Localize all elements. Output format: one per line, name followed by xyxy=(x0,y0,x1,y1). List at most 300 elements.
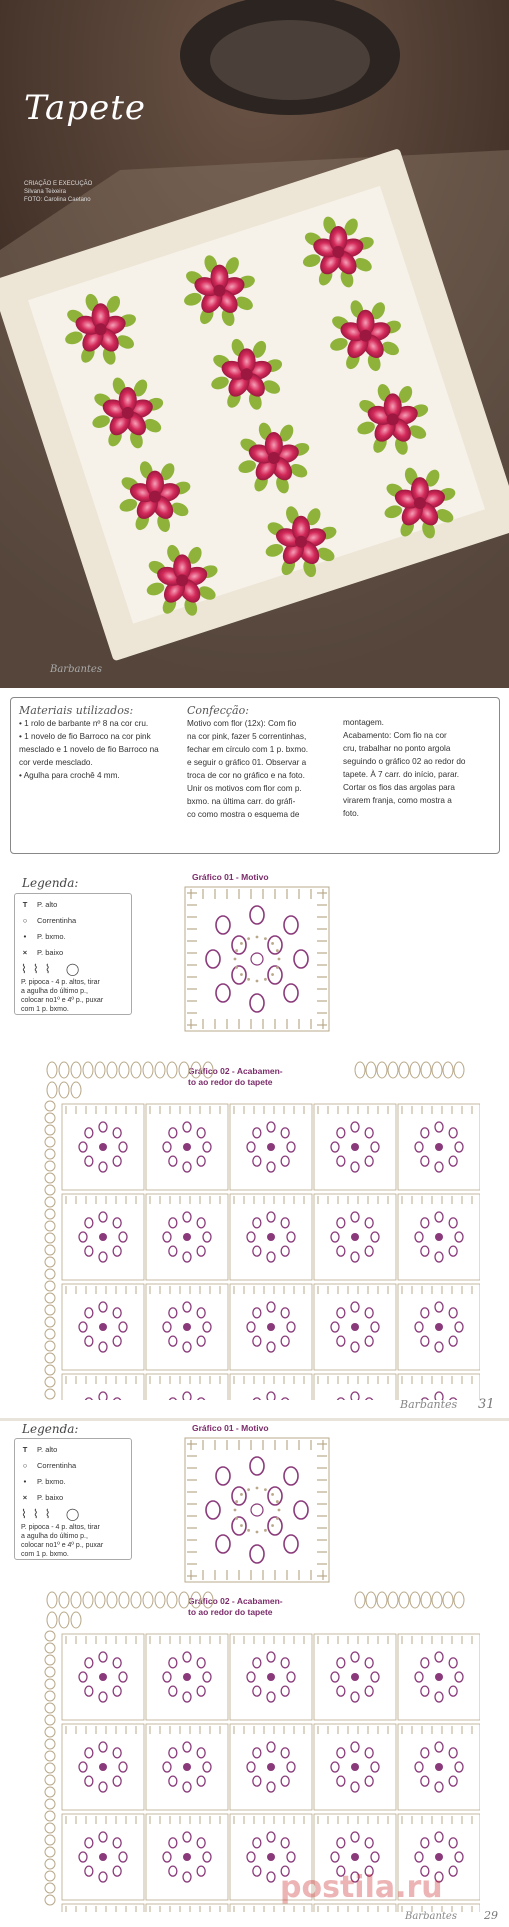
footer-brand: Barbantes xyxy=(400,1398,458,1411)
confeccao-line: na cor pink, fazer 5 correntinhas, xyxy=(187,732,307,741)
popcorn-stitch xyxy=(455,1762,463,1772)
popcorn-stitch xyxy=(421,1776,429,1786)
loop-stitch xyxy=(191,1592,201,1608)
center-ring xyxy=(267,1853,275,1861)
popcorn-stitch xyxy=(113,1658,121,1668)
center-ring xyxy=(267,1763,275,1771)
photo-watermark: Barbantes xyxy=(50,664,102,675)
popcorn-stitch xyxy=(455,1232,463,1242)
popcorn-stitch xyxy=(250,1457,264,1475)
popcorn-stitch xyxy=(449,1128,457,1138)
popcorn-stitch xyxy=(183,1252,191,1262)
popcorn-stitch xyxy=(267,1652,275,1662)
popcorn-stitch xyxy=(294,1501,308,1519)
loop-stitch xyxy=(454,1062,464,1078)
popcorn-stitch xyxy=(455,1672,463,1682)
grafico-01-title: Gráfico 01 - Motivo xyxy=(192,872,269,882)
popcorn-stitch xyxy=(421,1128,429,1138)
popcorn-stitch xyxy=(99,1392,107,1400)
legend-label: P. alto xyxy=(37,900,58,909)
chain-dot xyxy=(276,966,279,969)
popcorn-stitch xyxy=(337,1246,345,1256)
legend-label: P. bxmo. xyxy=(37,932,66,941)
popcorn-stitch xyxy=(281,1336,289,1346)
popcorn-stitch xyxy=(113,1128,121,1138)
popcorn-stitch xyxy=(337,1776,345,1786)
materials-line: • Agulha para crochê 4 mm. xyxy=(19,771,120,780)
popcorn-stitch xyxy=(287,1852,295,1862)
popcorn-stitch xyxy=(331,1322,339,1332)
center-ring xyxy=(267,1323,275,1331)
popcorn-stitch xyxy=(268,1487,282,1505)
popcorn-stitch xyxy=(183,1872,191,1882)
legend-item xyxy=(21,914,76,928)
popcorn-stitch xyxy=(421,1156,429,1166)
popcorn-stitch xyxy=(183,1162,191,1172)
popcorn-stitch xyxy=(99,1692,107,1702)
popcorn-stitch xyxy=(169,1658,177,1668)
popcorn-stitch xyxy=(331,1232,339,1242)
loop-stitch xyxy=(45,1137,55,1147)
legend-symbol: × xyxy=(22,1493,28,1502)
popcorn-stitch xyxy=(253,1336,261,1346)
legend-symbol: × xyxy=(22,948,28,957)
legend-item xyxy=(21,946,63,960)
popcorn-stitch xyxy=(203,1322,211,1332)
loop-stitch xyxy=(45,1389,55,1399)
loop-stitch xyxy=(355,1592,365,1608)
loop-stitch xyxy=(45,1643,55,1653)
popcorn-stitch xyxy=(371,1142,379,1152)
popcorn-stitch xyxy=(163,1232,171,1242)
chain-dot xyxy=(271,942,274,945)
popcorn-stitch xyxy=(79,1672,87,1682)
popcorn-stitch xyxy=(281,1398,289,1400)
loop-stitch xyxy=(45,1895,55,1905)
popcorn-stitch xyxy=(113,1156,121,1166)
grafico-01-chart xyxy=(183,885,331,1033)
chain-dot xyxy=(234,1509,237,1512)
popcorn-stitch xyxy=(79,1322,87,1332)
popcorn-stitch xyxy=(203,1672,211,1682)
loop-stitch xyxy=(45,1353,55,1363)
popcorn-stitch xyxy=(281,1776,289,1786)
popcorn-stitch xyxy=(85,1866,93,1876)
center-ring xyxy=(183,1233,191,1241)
loop-stitch xyxy=(355,1062,365,1078)
popcorn-stitch xyxy=(287,1232,295,1242)
chain-dot xyxy=(235,949,238,952)
loop-stitch xyxy=(443,1592,453,1608)
loop-stitch xyxy=(45,1185,55,1195)
loop-stitch xyxy=(95,1592,105,1608)
legend-label: P. alto xyxy=(37,1445,58,1454)
popcorn-stitch xyxy=(284,916,298,934)
rug-photo xyxy=(0,0,509,688)
confeccao-cont-line: Cortar os fios das argolas para xyxy=(343,783,455,792)
popcorn-stitch xyxy=(287,1142,295,1152)
center-ring xyxy=(99,1143,107,1151)
popcorn-stitch xyxy=(79,1852,87,1862)
popcorn-stitch xyxy=(351,1212,359,1222)
popcorn-stitch xyxy=(268,936,282,954)
popcorn-stitch xyxy=(169,1866,177,1876)
popcorn-stitch xyxy=(169,1776,177,1786)
loop-stitch xyxy=(203,1062,213,1078)
footer-brand-2: Barbantes xyxy=(405,1911,457,1922)
loop-stitch xyxy=(45,1679,55,1689)
materials-line: mesclado e 1 novelo de fio Barroco na xyxy=(19,745,159,754)
popcorn-stitch xyxy=(197,1308,205,1318)
loop-stitch xyxy=(47,1062,57,1078)
popcorn-stitch xyxy=(99,1872,107,1882)
loop-stitch xyxy=(45,1365,55,1375)
legend-symbol: ○ xyxy=(22,1461,28,1470)
popcorn-stitch xyxy=(351,1122,359,1132)
popcorn-stitch xyxy=(371,1762,379,1772)
popcorn-stitch xyxy=(331,1142,339,1152)
center-ring xyxy=(351,1233,359,1241)
chain-dot xyxy=(247,1488,250,1491)
loop-stitch xyxy=(45,1101,55,1111)
loop-stitch xyxy=(45,1149,55,1159)
chain-dot xyxy=(271,973,274,976)
confeccao-heading: Confecção: xyxy=(187,704,249,717)
center-ring xyxy=(267,1673,275,1681)
popcorn-stitch xyxy=(449,1658,457,1668)
popcorn-stitch xyxy=(197,1658,205,1668)
popcorn-stitch xyxy=(267,1832,275,1842)
popcorn-stitch xyxy=(169,1838,177,1848)
loop-stitch xyxy=(45,1113,55,1123)
chain-dot xyxy=(235,1517,238,1520)
motif-cell xyxy=(230,1374,312,1400)
popcorn-stitch xyxy=(351,1832,359,1842)
popcorn-stitch xyxy=(268,966,282,984)
popcorn-stitch xyxy=(169,1308,177,1318)
credit-line-1: CRIAÇÃO E EXECUÇÃO xyxy=(24,181,93,187)
confeccao-line: Unir os motivos com flor com p. xyxy=(187,784,302,793)
loop-stitch xyxy=(45,1245,55,1255)
popcorn-stitch xyxy=(232,1517,246,1535)
loop-stitch xyxy=(107,1592,117,1608)
loop-stitch xyxy=(45,1305,55,1315)
center-ring xyxy=(435,1233,443,1241)
center-ring xyxy=(183,1853,191,1861)
grafico-02-border-strip xyxy=(40,1056,480,1100)
popcorn-stitch xyxy=(281,1218,289,1228)
motif-cell xyxy=(314,1904,396,1912)
loop-stitch xyxy=(45,1703,55,1713)
confeccao-line: co como mostra o esquema de xyxy=(187,810,300,819)
legend-label: Correntinha xyxy=(37,1461,77,1470)
chain-dot xyxy=(240,973,243,976)
page-number-2: 29 xyxy=(484,1909,498,1922)
popcorn-stitch xyxy=(449,1246,457,1256)
popcorn-stitch xyxy=(85,1156,93,1166)
loop-stitch xyxy=(45,1727,55,1737)
popcorn-stitch xyxy=(267,1782,275,1792)
popcorn-stitch xyxy=(281,1128,289,1138)
popcorn-stitch xyxy=(216,984,230,1002)
popcorn-stitch xyxy=(99,1212,107,1222)
legend-symbol: ○ xyxy=(22,916,28,925)
popcorn-stitch xyxy=(216,1467,230,1485)
loop-stitch xyxy=(71,1612,81,1628)
popcorn-stitch xyxy=(183,1652,191,1662)
loop-stitch xyxy=(191,1062,201,1078)
legend-item xyxy=(21,898,57,912)
popcorn-stitch xyxy=(169,1398,177,1400)
loop-stitch xyxy=(421,1062,431,1078)
popcorn-stitch xyxy=(351,1302,359,1312)
loop-stitch xyxy=(45,1209,55,1219)
loop-stitch xyxy=(45,1281,55,1291)
loop-stitch xyxy=(45,1775,55,1785)
loop-stitch xyxy=(83,1592,93,1608)
popcorn-stitch xyxy=(287,1672,295,1682)
loop-stitch xyxy=(45,1847,55,1857)
popcorn-stitch xyxy=(197,1398,205,1400)
grafico-02-title-2-line-2: to ao redor do tapete xyxy=(188,1607,273,1617)
popcorn-stitch xyxy=(435,1162,443,1172)
legend-label: P. baixo xyxy=(37,948,64,957)
popcorn-stitch xyxy=(449,1218,457,1228)
loop-stitch xyxy=(45,1787,55,1797)
popcorn-stitch xyxy=(79,1232,87,1242)
popcorn-stitch xyxy=(421,1838,429,1848)
popcorn-stitch xyxy=(281,1748,289,1758)
popcorn-stitch xyxy=(449,1838,457,1848)
grafico-01-title-2: Gráfico 01 - Motivo xyxy=(192,1423,269,1433)
popcorn-stitch xyxy=(365,1156,373,1166)
popcorn-stitch xyxy=(267,1302,275,1312)
loop-stitch xyxy=(179,1062,189,1078)
popcorn-stitch xyxy=(253,1776,261,1786)
popcorn-stitch xyxy=(267,1122,275,1132)
popcorn-stitch xyxy=(267,1212,275,1222)
loop-stitch xyxy=(45,1859,55,1869)
popcorn-stitch xyxy=(415,1672,423,1682)
popcorn-stitch xyxy=(435,1252,443,1262)
chain-dot xyxy=(276,1500,279,1503)
popcorn-stitch xyxy=(253,1128,261,1138)
popcorn-stitch xyxy=(415,1322,423,1332)
popcorn-stitch xyxy=(119,1322,127,1332)
confeccao-cont-line: Acabamento: Com fio na cor xyxy=(343,731,447,740)
materials-line: cor verde mesclado. xyxy=(19,758,93,767)
popcorn-stitch xyxy=(85,1218,93,1228)
loop-stitch xyxy=(410,1062,420,1078)
popcorn-stitch xyxy=(268,1517,282,1535)
legend-note-line: a agulha do último p., xyxy=(21,988,88,995)
popcorn-stitch xyxy=(281,1246,289,1256)
legend-item xyxy=(21,1459,76,1473)
legend-symbol: • xyxy=(23,932,27,941)
popcorn-stitch xyxy=(253,1308,261,1318)
popcorn-stitch xyxy=(365,1246,373,1256)
chain-dot xyxy=(247,978,250,981)
motif-cell xyxy=(146,1904,228,1912)
popcorn-stitch xyxy=(365,1658,373,1668)
loop-stitch xyxy=(45,1161,55,1171)
popcorn-stitch xyxy=(267,1872,275,1882)
confeccao-continued xyxy=(343,716,495,820)
chain-dot xyxy=(256,936,259,939)
popcorn-stitch xyxy=(449,1336,457,1346)
popcorn-stitch xyxy=(250,994,264,1012)
loop-stitch xyxy=(399,1592,409,1608)
loop-stitch xyxy=(377,1592,387,1608)
popcorn-stitch xyxy=(253,1748,261,1758)
materials-heading: Materiais utilizados: xyxy=(19,704,134,717)
popcorn-stitch xyxy=(421,1658,429,1668)
loop-stitch xyxy=(155,1592,165,1608)
center-ring xyxy=(251,953,263,965)
popcorn-stitch xyxy=(365,1336,373,1346)
popcorn-stitch xyxy=(232,936,246,954)
loop-stitch xyxy=(45,1329,55,1339)
popcorn-stitch xyxy=(197,1156,205,1166)
popcorn-stitch xyxy=(415,1232,423,1242)
loop-stitch xyxy=(45,1341,55,1351)
chain-dot xyxy=(264,1488,267,1491)
loop-stitch xyxy=(83,1062,93,1078)
popcorn-stitch xyxy=(435,1122,443,1132)
legend-note-line: colocar no1º e 4º p., puxar xyxy=(21,997,104,1004)
loop-stitch xyxy=(167,1062,177,1078)
popcorn-stitch xyxy=(85,1246,93,1256)
popcorn-stitch xyxy=(337,1128,345,1138)
popcorn-stitch xyxy=(455,1852,463,1862)
popcorn-stitch xyxy=(183,1302,191,1312)
popcorn-stitch xyxy=(421,1336,429,1346)
popcorn-stitch-icon: ⌇⌇⌇ ◯ xyxy=(21,962,86,976)
popcorn-stitch xyxy=(119,1852,127,1862)
chain-dot xyxy=(264,937,267,940)
popcorn-stitch xyxy=(337,1398,345,1400)
confeccao-cont-line: cru, trabalhar no ponto argola xyxy=(343,744,451,753)
chain-dot xyxy=(235,1500,238,1503)
popcorn-stitch xyxy=(331,1672,339,1682)
popcorn-stitch xyxy=(197,1218,205,1228)
loop-stitch xyxy=(71,1082,81,1098)
loop-stitch xyxy=(45,1221,55,1231)
center-ring xyxy=(351,1853,359,1861)
popcorn-stitch xyxy=(435,1212,443,1222)
popcorn-stitch xyxy=(183,1122,191,1132)
popcorn-stitch xyxy=(281,1308,289,1318)
loop-stitch xyxy=(388,1592,398,1608)
popcorn-stitch xyxy=(287,1762,295,1772)
chain-dot xyxy=(276,949,279,952)
popcorn-stitch xyxy=(281,1686,289,1696)
popcorn-stitch xyxy=(365,1686,373,1696)
confeccao-text-continued xyxy=(343,716,495,820)
grafico-02-title-line-2: to ao redor do tapete xyxy=(188,1077,273,1087)
chain-dot xyxy=(234,958,237,961)
popcorn-stitch xyxy=(267,1162,275,1172)
popcorn-stitch xyxy=(365,1398,373,1400)
loop-stitch xyxy=(71,1592,81,1608)
popcorn-stitch xyxy=(99,1782,107,1792)
legend-note-line: com 1 p. bxmo. xyxy=(21,1006,69,1013)
loop-stitch xyxy=(410,1592,420,1608)
confeccao-line: Motivo com flor (12x): Com fio xyxy=(187,719,297,728)
popcorn-stitch xyxy=(203,1852,211,1862)
popcorn-stitch xyxy=(113,1838,121,1848)
loop-stitch xyxy=(45,1799,55,1809)
legend-note-line: com 1 p. bxmo. xyxy=(21,1551,69,1558)
materials-section xyxy=(19,704,184,782)
legend-item xyxy=(21,930,66,944)
popcorn-stitch xyxy=(250,1545,264,1563)
loop-stitch xyxy=(366,1592,376,1608)
legend-label: P. bxmo. xyxy=(37,1477,66,1486)
loop-stitch xyxy=(59,1612,69,1628)
center-ring xyxy=(183,1143,191,1151)
popcorn-stitch xyxy=(351,1692,359,1702)
popcorn-stitch xyxy=(197,1246,205,1256)
loop-stitch xyxy=(432,1592,442,1608)
popcorn-stitch xyxy=(281,1838,289,1848)
loop-stitch xyxy=(454,1592,464,1608)
loop-stitch xyxy=(45,1197,55,1207)
loop-stitch xyxy=(45,1233,55,1243)
popcorn-stitch xyxy=(247,1762,255,1772)
popcorn-stitch xyxy=(169,1128,177,1138)
materials-line: • 1 rolo de barbante nº 8 na cor cru. xyxy=(19,719,149,728)
popcorn-stitch xyxy=(250,906,264,924)
legend-label: P. baixo xyxy=(37,1493,64,1502)
loop-stitch xyxy=(45,1293,55,1303)
popcorn-stitch xyxy=(253,1218,261,1228)
popcorn-stitch xyxy=(421,1246,429,1256)
loop-stitch xyxy=(143,1062,153,1078)
popcorn-stitch xyxy=(337,1686,345,1696)
confeccao-cont-line: foto. xyxy=(343,809,359,818)
center-ring xyxy=(351,1143,359,1151)
chain-dot xyxy=(247,1529,250,1532)
chain-dot xyxy=(278,958,281,961)
loop-stitch xyxy=(45,1715,55,1725)
loop-stitch xyxy=(45,1269,55,1279)
chain-dot xyxy=(264,978,267,981)
loop-stitch xyxy=(45,1751,55,1761)
popcorn-stitch xyxy=(85,1686,93,1696)
popcorn-stitch xyxy=(99,1122,107,1132)
popcorn-stitch xyxy=(281,1658,289,1668)
loop-stitch xyxy=(399,1062,409,1078)
loop-stitch xyxy=(167,1592,177,1608)
popcorn-stitch xyxy=(435,1742,443,1752)
grafico-02-title-line-1: Gráfico 02 - Acabamen- xyxy=(188,1066,283,1076)
popcorn-stitch xyxy=(337,1838,345,1848)
chain-dot xyxy=(256,1531,259,1534)
confeccao-cont-line: montagem. xyxy=(343,718,384,727)
loop-stitch xyxy=(45,1871,55,1881)
confeccao-line: bxmo. na última carr. do gráfi- xyxy=(187,797,296,806)
chain-dot xyxy=(240,1524,243,1527)
chain-dot xyxy=(240,942,243,945)
loop-stitch xyxy=(45,1835,55,1845)
center-ring xyxy=(435,1143,443,1151)
center-ring xyxy=(99,1233,107,1241)
chain-dot xyxy=(278,1509,281,1512)
popcorn-stitch xyxy=(253,1246,261,1256)
loop-stitch xyxy=(45,1655,55,1665)
popcorn-stitch xyxy=(281,1156,289,1166)
